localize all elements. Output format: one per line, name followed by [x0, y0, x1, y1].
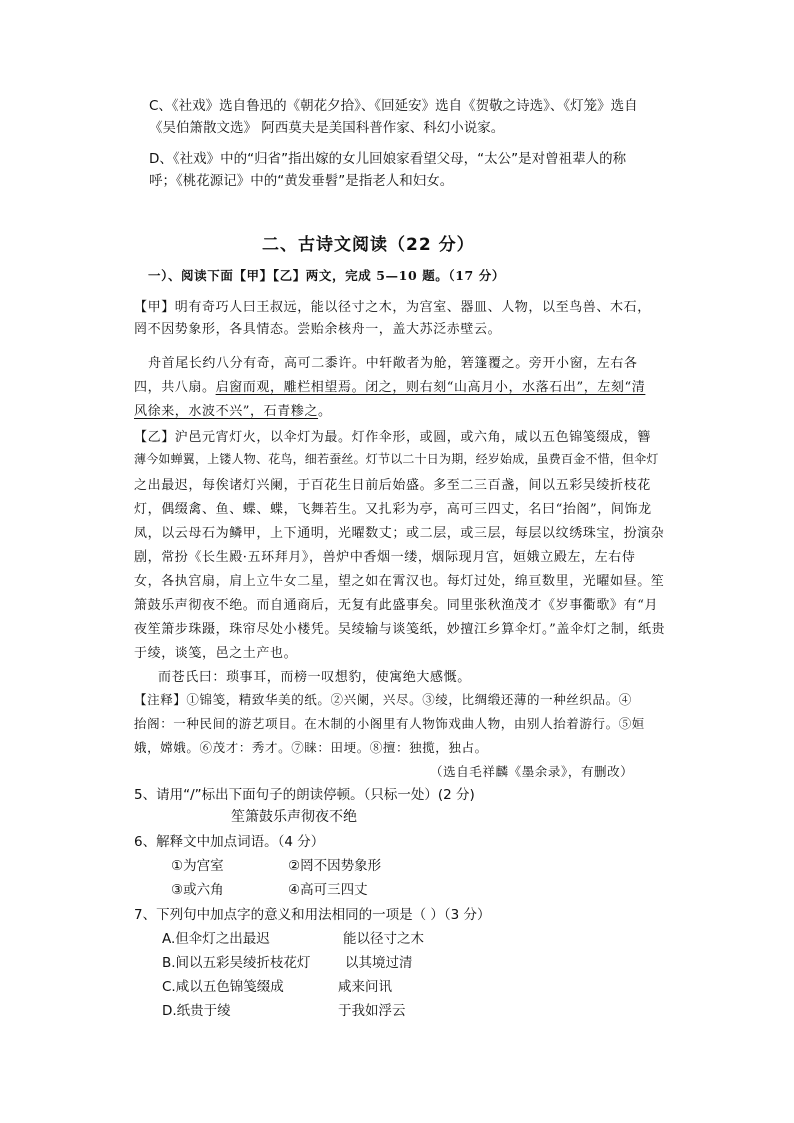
yi-line-6: 剧，常扮《长生殿·五环拜月》，兽炉中香烟一缕，烟际现月宫，姮娥立殿左，左右侍 — [134, 550, 636, 565]
question-6-item-4: ④高可三四丈 — [288, 882, 368, 898]
question-6: 6、解释文中加点词语。（4 分） — [134, 834, 325, 850]
jia-line-4-start: 四，共八扇。 — [134, 380, 216, 395]
jia-underlined-sentence-2: 风徐来，水波不兴”，石青糁之 — [134, 404, 319, 419]
jia-line-5 — [134, 400, 332, 419]
question-7-option-a-left: A.但伞灯之出最迟 — [162, 931, 270, 947]
question-6-item-3: ③或六角 — [171, 882, 224, 898]
question-7-option-a-right: 能以径寸之木 — [343, 931, 424, 947]
question-7-option-b-left: B.间以五彩吴绫折枝花灯 — [162, 955, 311, 971]
question-7-option-d-right: 于我如浮云 — [338, 1003, 406, 1019]
yi-line-9: 夜笙箫步珠蹑，珠帘尽处小楼凭。吴绫输与谈笺纸，妙擅江乡算伞灯。”盖伞灯之制，纸贵 — [134, 622, 666, 637]
question-7-option-c-right: 咸来问讯 — [338, 979, 392, 995]
notes-line-1: 【注释】①锦笺，精致华美的纸。②兴阑，兴尽。③绫，比绸缎还薄的一种丝织品。④ — [134, 692, 632, 707]
jia-line-4 — [134, 376, 645, 395]
question-7-option-b-right: 以其境过清 — [345, 955, 413, 971]
jia-line-1: 【甲】明有奇巧人曰王叔远，能以径寸之木，为宫室、器皿、人物，以至鸟兽、木石， — [134, 300, 651, 315]
yi-line-10: 于绫，谈笺，邑之土产也。 — [134, 646, 298, 661]
notes-line-3: 娥，嫦娥。⑥茂才：秀才。⑦睐：田埂。⑧擅：独揽，独占。 — [134, 740, 488, 755]
jia-line-3: 舟首尾长约八分有奇，高可二黍许。中轩敞者为舱，箬篷覆之。旁开小窗，左右各 — [148, 356, 638, 371]
option-c-line-2: 《吴伯箫散文选》 阿西莫夫是美国科普作家、科幻小说家。 — [149, 120, 505, 136]
yi-line-1: 【乙】沪邑元宵灯火，以伞灯为最。灯作伞形，或圆，或六角，咸以五色锦笺缀成，簪 — [134, 430, 651, 445]
yi-line-2: 薄今如蝉翼，上镂人物、花鸟，细若蚕丝。灯节以二十日为期，经岁始成，虽费百金不惜，但伞灯 — [134, 452, 659, 466]
option-d-line-2: 呼；《桃花源记》中的“黄发垂髫”是指老人和妇女。 — [149, 173, 454, 189]
yi-line-8: 箫鼓乐声彻夜不绝。而自通商后，无复有此盛事矣。同里张秋渔茂才《岁事衢歌》有“月 — [134, 598, 659, 613]
yi-line-4: 灯，偶缀禽、鱼、蝶、蝶，飞舞若生。又扎彩为亭，高可三四丈，名曰“抬阁”，间饰龙 — [134, 502, 652, 517]
jia-line-5-end: 。 — [318, 404, 332, 419]
section-title: 二、古诗文阅读（22 分） — [262, 235, 475, 255]
sub-title: 一）、阅读下面【甲】【乙】两文，完成 5—10 题。（17 分） — [148, 268, 505, 283]
question-5: 5、请用“/”标出下面句子的朗读停顿。（只标一处）(2 分) — [134, 787, 475, 803]
question-7-option-c-left: C.咸以五色锦笺缀成 — [162, 979, 284, 995]
yi-line-3: 之出最迟，每俟诸灯兴阑，于百花生日前后始盛。多至二三百盏，间以五彩吴绫折枝花 — [134, 478, 651, 493]
option-d-line-1: D、《社戏》中的“归省”指出嫁的女儿回娘家看望父母，“太公”是对曾祖辈人的称 — [149, 151, 627, 167]
yi-line-11: 而苍氏曰：琐事耳，而榜一叹想豹，使寓绝大感慨。 — [158, 670, 471, 685]
yi-line-7: 女，各执宫扇，肩上立牛女二星，望之如在霄汉也。每灯过处，绵亘数里，光曜如昼。笙 — [134, 574, 665, 589]
yi-line-5: 凤，以云母石为鳞甲，上下通明，光曜数丈；或二层，或三层，每层以纹绣珠宝，扮演杂 — [134, 526, 665, 541]
jia-line-2: 罔不因势象形，各具情态。尝贻余核舟一，盖大苏泛赤壁云。 — [134, 322, 502, 337]
notes-source: （选自毛祥麟《墨余录》，有删改） — [430, 764, 634, 779]
question-6-item-2: ②罔不因势象形 — [288, 858, 382, 874]
option-c-line-1: C、《社戏》选自鲁迅的《朝花夕拾》、《回延安》选自《贺敬之诗选》、《灯笼》选自 — [149, 98, 638, 114]
notes-line-2: 抬阁：一种民间的游艺项目。在木制的小阁里有人物饰戏曲人物，由别人抬着游行。⑤姮 — [134, 716, 645, 731]
question-6-item-1: ①为宫室 — [171, 858, 224, 874]
question-7-option-d-left: D.纸贵于绫 — [162, 1003, 231, 1019]
jia-underlined-sentence-1: 启窗而观，雕栏相望焉。闭之，则右刻“山高月小，水落石出”，左刻“清 — [215, 380, 646, 395]
question-7: 7、下列句中加点字的意义和用法相同的一项是（ ）（3 分） — [134, 907, 491, 923]
question-5-sentence: 笙箫鼓乐声彻夜不绝 — [231, 809, 357, 825]
